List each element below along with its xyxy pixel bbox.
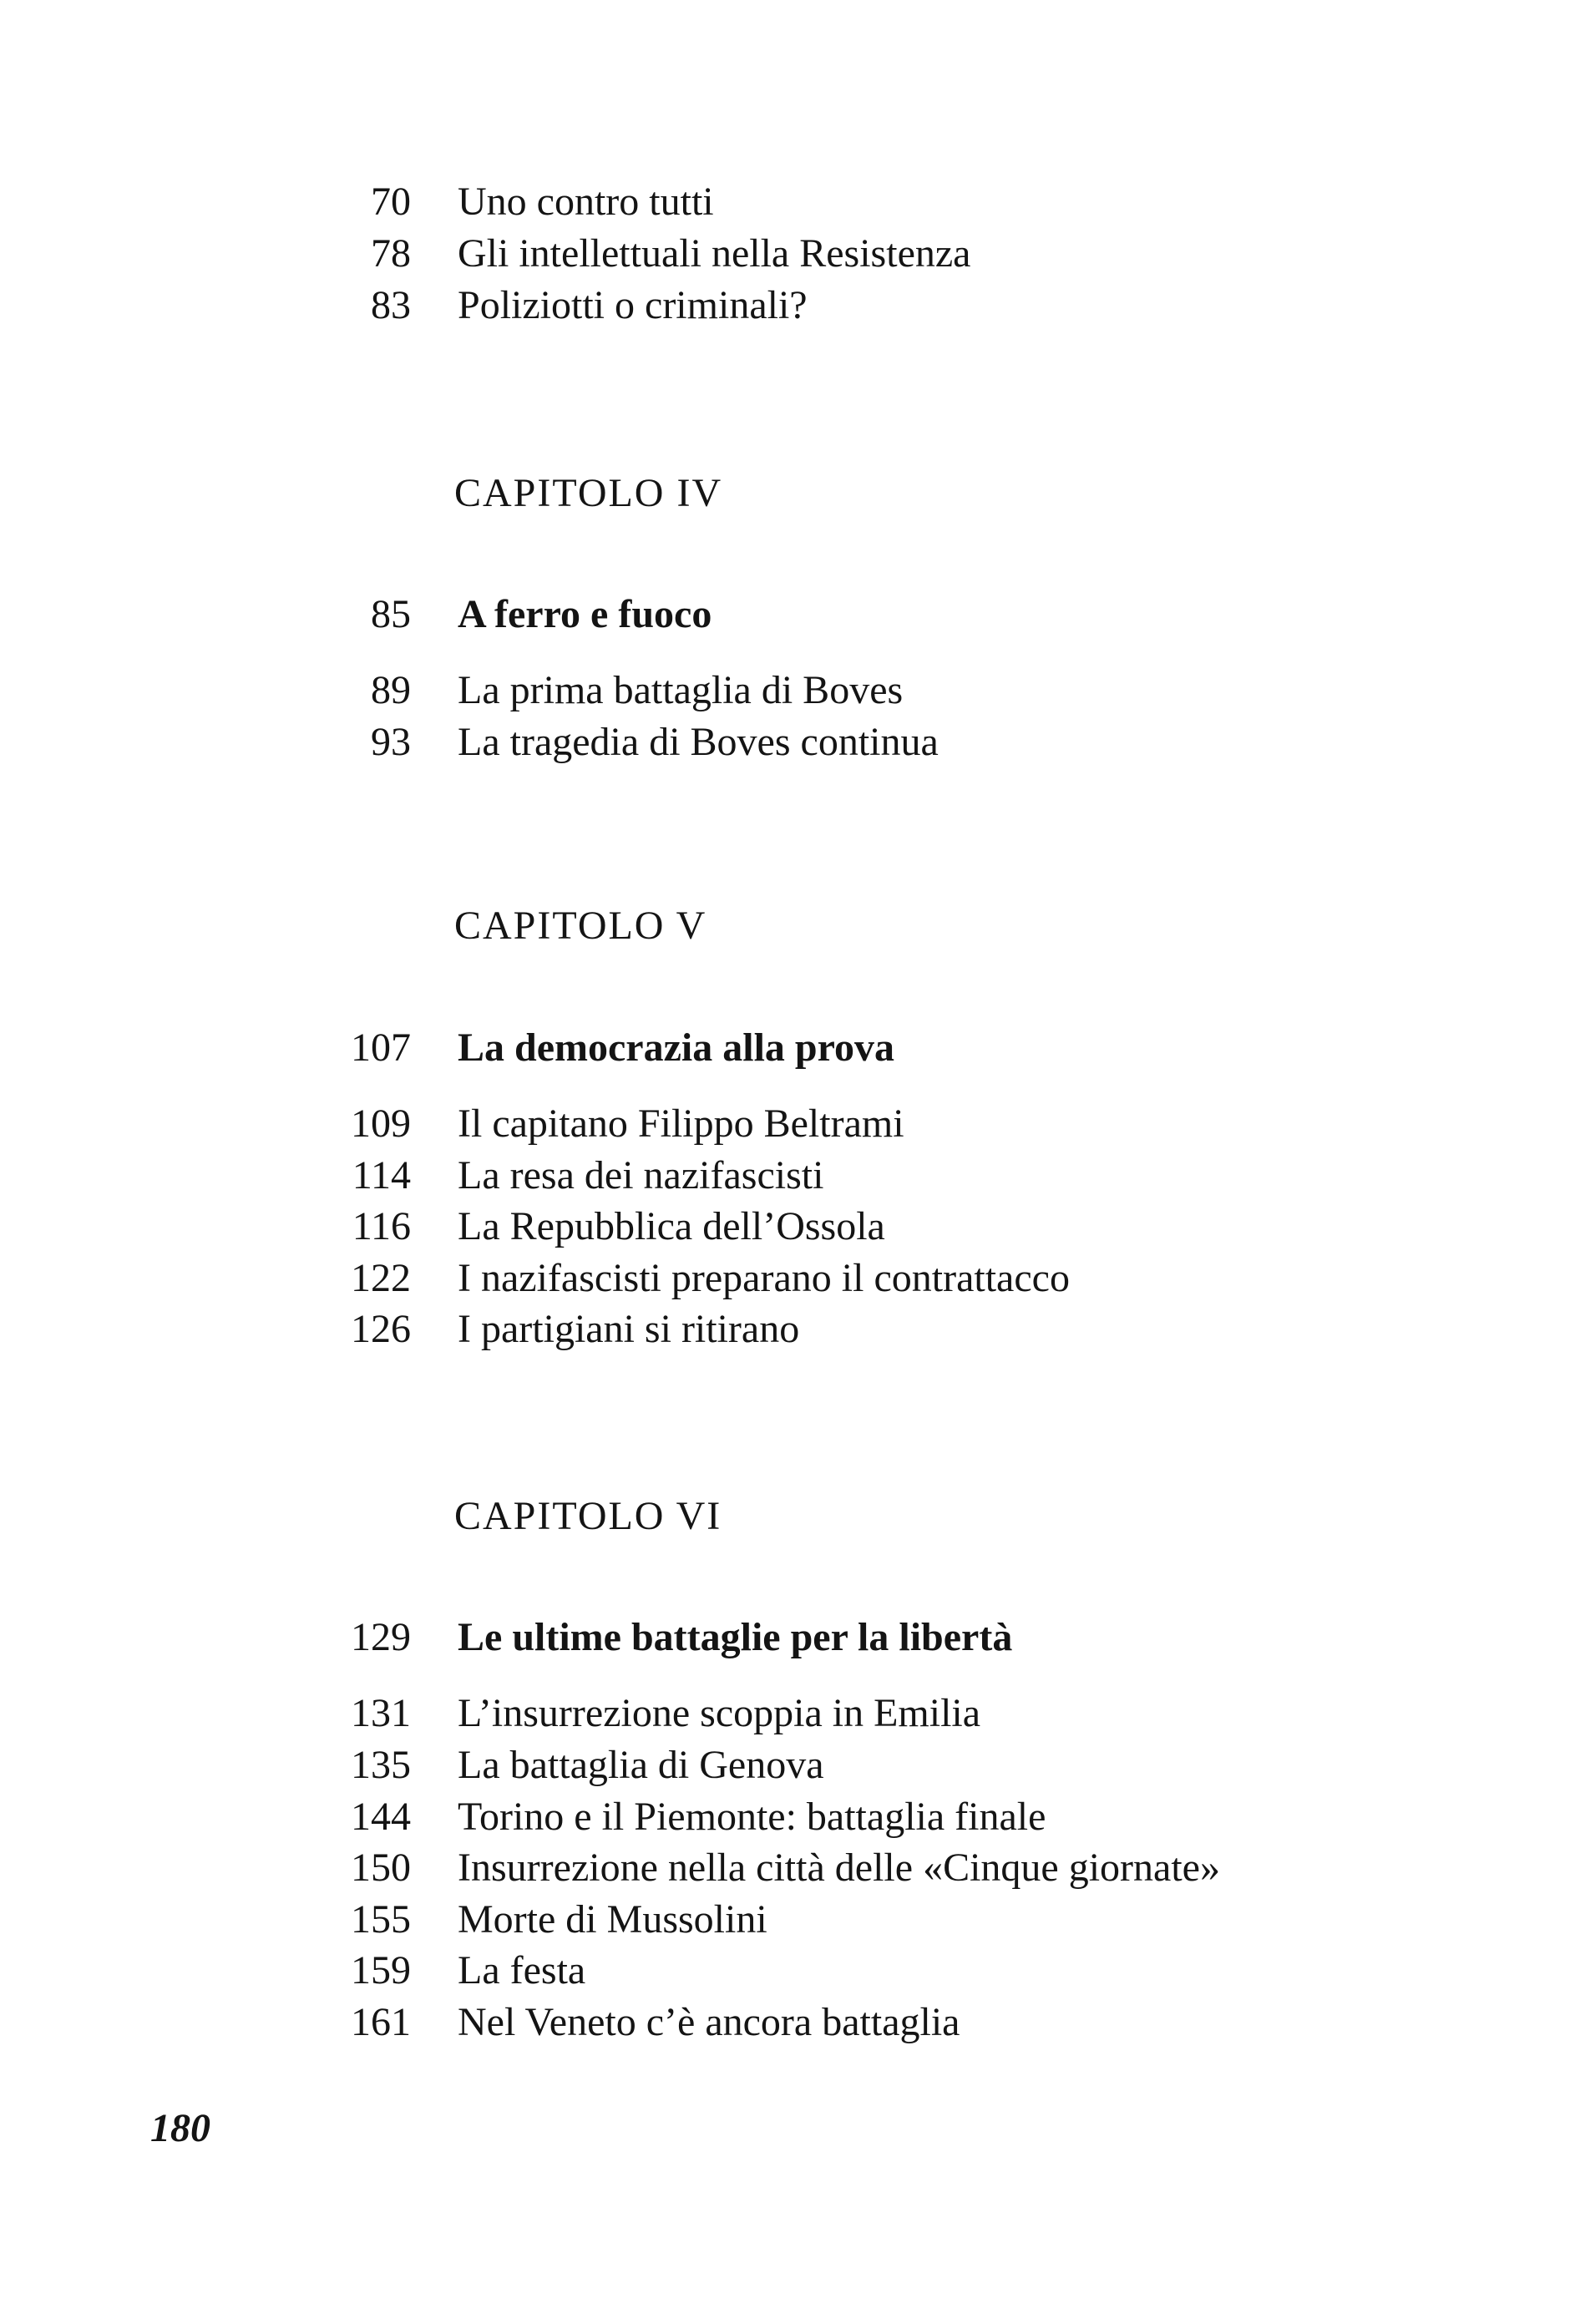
toc-entry-title: La prima battaglia di Boves	[458, 668, 904, 712]
toc-page-number: 122	[351, 1256, 411, 1300]
toc-page-number: 107	[351, 1025, 411, 1070]
toc-page-number: 109	[351, 1101, 411, 1146]
toc-entry-title: Poliziotti o criminali?	[458, 283, 808, 327]
toc-page-number: 144	[351, 1795, 411, 1839]
toc-entry-title: Il capitano Filippo Beltrami	[458, 1101, 904, 1146]
chapter-heading: CAPITOLO VI	[454, 1494, 722, 1538]
toc-entry-title: I nazifascisti preparano il contrattacco	[458, 1256, 1070, 1300]
toc-entry	[0, 1098, 1570, 1150]
toc-entry	[0, 1739, 1570, 1791]
toc-entry-title: La battaglia di Genova	[458, 1743, 824, 1787]
toc-page-number: 135	[351, 1743, 411, 1787]
toc-entry	[0, 1688, 1570, 1739]
toc-chapter-main-entry	[0, 1022, 1570, 1074]
toc-entry-title: La tragedia di Boves continua	[458, 720, 939, 764]
toc-entry-title: Insurrezione nella città delle «Cinque giornate»	[458, 1846, 1220, 1890]
folio-page-number: 180	[150, 2106, 210, 2150]
toc-entry-title: Nel Veneto c’è ancora battaglia	[458, 2000, 960, 2044]
toc-entry	[0, 1842, 1570, 1894]
toc-entry-title: Torino e il Piemonte: battaglia finale	[458, 1795, 1046, 1839]
toc-entry	[0, 176, 1570, 228]
toc-page-number: 155	[351, 1897, 411, 1942]
toc-entry-title: La festa	[458, 1948, 586, 1992]
toc-entry	[0, 1945, 1570, 1997]
toc-chapter-title: A ferro e fuoco	[458, 592, 712, 636]
toc-page-number: 116	[352, 1204, 411, 1248]
toc-page-number: 89	[371, 668, 411, 712]
toc-entry	[0, 1997, 1570, 2048]
toc-chapter-main-entry	[0, 589, 1570, 640]
toc-entry-title: Uno contro tutti	[458, 180, 714, 224]
toc-entry	[0, 1201, 1570, 1253]
toc-page-number: 93	[371, 720, 411, 764]
toc-entry	[0, 1791, 1570, 1843]
toc-entry	[0, 1150, 1570, 1202]
toc-page-number: 131	[351, 1691, 411, 1735]
toc-page-number: 83	[371, 283, 411, 327]
toc-page-number: 150	[351, 1846, 411, 1890]
toc-entry	[0, 228, 1570, 280]
toc-entry-title: La Repubblica dell’Ossola	[458, 1204, 885, 1248]
toc-page-number: 114	[352, 1153, 411, 1197]
toc-entry-title: Morte di Mussolini	[458, 1897, 767, 1942]
toc-page-number: 126	[351, 1307, 411, 1351]
toc-entry-title: Gli intellettuali nella Resistenza	[458, 231, 971, 276]
toc-page-number: 78	[371, 231, 411, 276]
toc-chapter-title: La democrazia alla prova	[458, 1025, 895, 1070]
toc-page-number: 85	[371, 592, 411, 636]
toc-page-number: 161	[351, 2000, 411, 2044]
toc-entry	[0, 716, 1570, 768]
toc-entry	[0, 280, 1570, 332]
toc-entry-title: I partigiani si ritirano	[458, 1307, 800, 1351]
toc-page-number: 129	[351, 1615, 411, 1659]
chapter-heading: CAPITOLO V	[454, 904, 707, 948]
toc-entry	[0, 1253, 1570, 1304]
toc-page-number: 70	[371, 180, 411, 224]
toc-entry-title: L’insurrezione scoppia in Emilia	[458, 1691, 981, 1735]
toc-entry-title: La resa dei nazifascisti	[458, 1153, 824, 1197]
toc-entry	[0, 1894, 1570, 1946]
chapter-heading: CAPITOLO IV	[454, 471, 723, 515]
toc-entry	[0, 1304, 1570, 1355]
toc-entry	[0, 665, 1570, 716]
toc-page-number: 159	[351, 1948, 411, 1992]
toc-chapter-main-entry	[0, 1612, 1570, 1663]
toc-chapter-title: Le ultime battaglie per la libertà	[458, 1615, 1013, 1659]
